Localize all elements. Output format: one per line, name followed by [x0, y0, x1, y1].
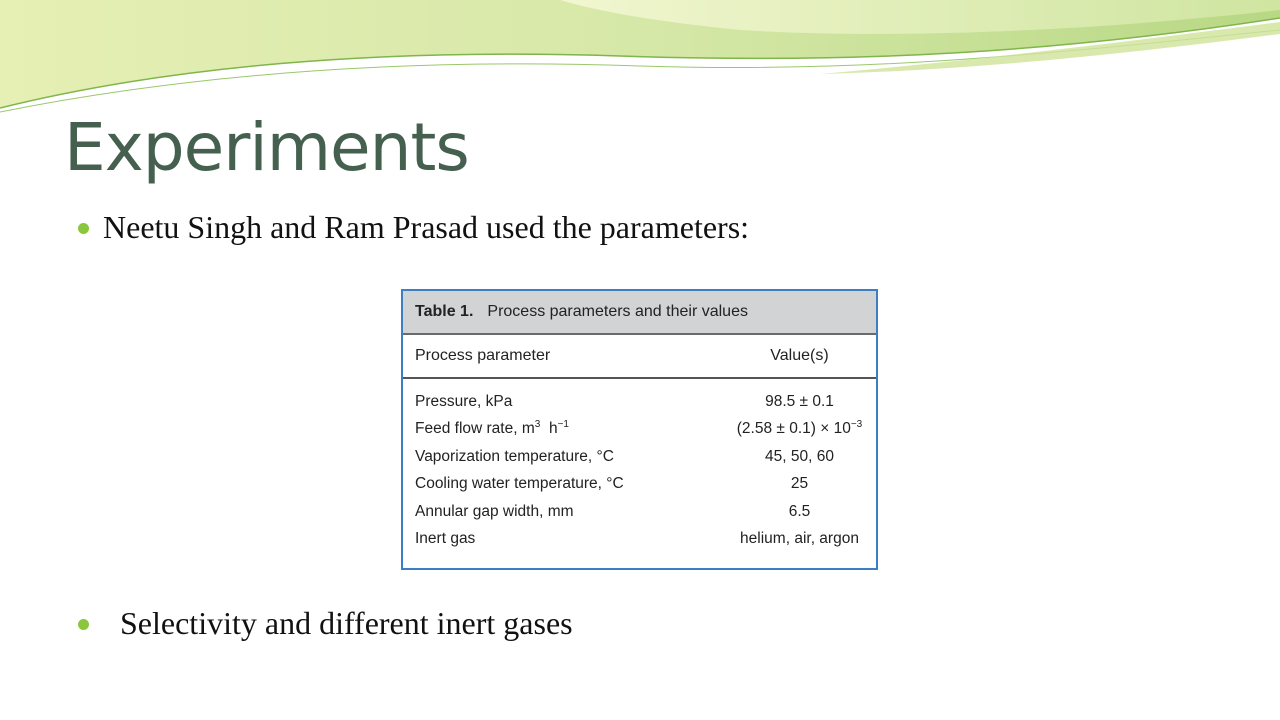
parameters-table-image	[401, 289, 878, 570]
table-row	[403, 416, 876, 444]
table-header-parameter: Process parameter	[415, 347, 551, 364]
table-row	[403, 498, 876, 526]
table-cell-parameter: Cooling water temperature, °C	[415, 475, 624, 493]
bullet-dot-icon	[78, 223, 89, 234]
slide-title: Experiments	[64, 109, 469, 186]
table-cell-parameter: Annular gap width, mm	[415, 502, 574, 520]
header-swoosh-decoration	[0, 0, 1280, 120]
table-cell-value: 25	[790, 475, 809, 493]
table-cell-parameter: Vaporization temperature, °C	[415, 447, 614, 465]
table-caption-text: Process parameters and their values	[487, 303, 748, 320]
table-row	[403, 471, 876, 499]
table-cell-value: $(2.58 \pm 0.1) \times 10^{-3}$	[736, 419, 863, 438]
bullet-item	[103, 208, 749, 246]
table-caption-label: Table 1.	[415, 303, 474, 320]
bullet-text: Neetu Singh and Ram Prasad used the parameters:	[103, 209, 750, 245]
table-cell-value: helium, air, argon	[740, 530, 859, 548]
table-cell-parameter: Feed flow rate, $m^3$ $h^{-1}$	[415, 419, 569, 438]
table-row	[403, 443, 876, 471]
table-cell-parameter: Inert gas	[415, 530, 476, 548]
table-cell-value: 98.5 ± 0.1	[765, 392, 834, 410]
bullet-dot-icon	[78, 619, 89, 630]
table-header-row	[403, 335, 876, 379]
table-header-values: Value(s)	[770, 347, 829, 364]
table-row	[403, 388, 876, 416]
bullet-item	[120, 604, 573, 642]
table-caption	[403, 291, 876, 335]
table-cell-parameter: Pressure, kPa	[415, 392, 513, 410]
bullet-text: Selectivity and different inert gases	[120, 605, 573, 641]
table-row	[403, 526, 876, 554]
table-body	[403, 379, 876, 553]
table-cell-value: 45, 50, 60	[765, 447, 834, 465]
table-cell-value: 6.5	[788, 502, 811, 520]
